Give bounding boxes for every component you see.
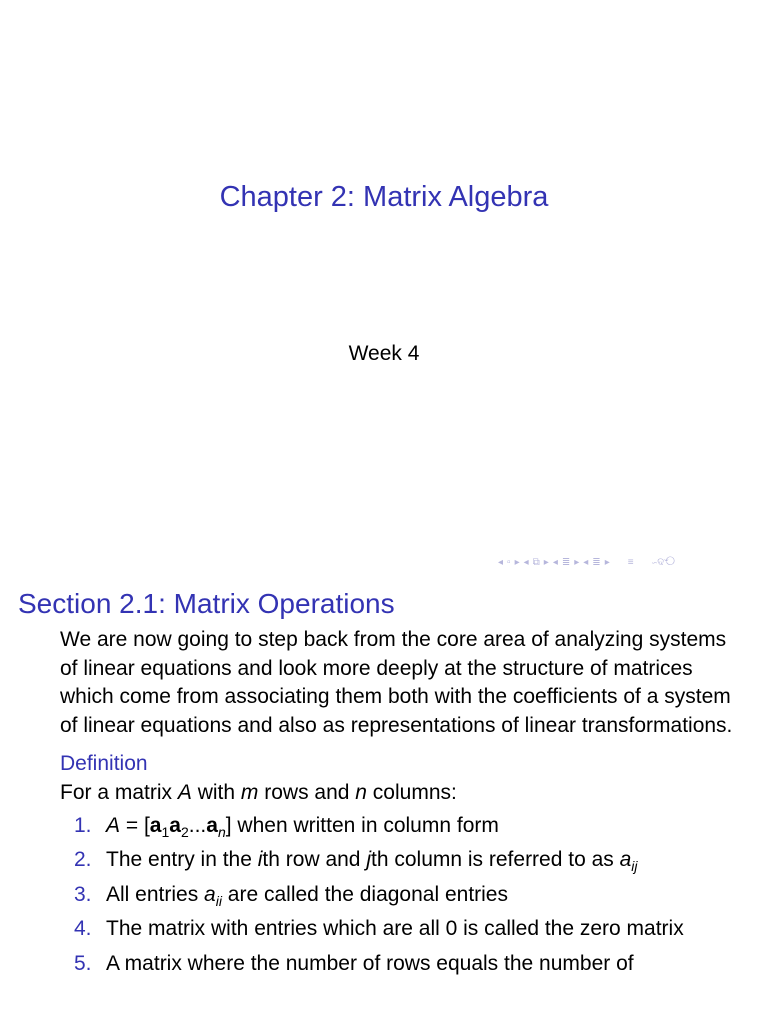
list-item: 2. The entry in the ith row and jth column is referred to as $a_{ij}$ — [74, 848, 638, 875]
list-number: 4. — [74, 917, 92, 941]
list-item: 1. $A = [a_1a_2...a_n]$ when written in column form — [74, 813, 499, 840]
frame-title: Section 2.1: Matrix Operations — [18, 588, 395, 619]
definition-intro: For a matrix A with m rows and n columns: — [60, 780, 457, 804]
nav-left-arrow-icon[interactable]: ◂ — [583, 557, 589, 568]
nav-left-arrow-icon[interactable]: ◂ — [523, 557, 529, 568]
slide-subtitle: Week 4 — [348, 342, 420, 365]
nav-left-arrow-icon[interactable]: ◂ — [498, 557, 504, 568]
definition-list — [60, 812, 740, 979]
list-number: 1. — [74, 813, 92, 837]
intro-paragraph: We are now going to step back from the core area of analyzing systems of linear equations and look more deeply at the structure of matrices which come from associating them both with the coefficients of a system of linear equations and also as representations of linear transformations. — [60, 628, 733, 737]
list-item: 3. All entries $a_{ii}$ are called the diagonal entries — [74, 882, 508, 909]
nav-left-arrow-icon[interactable]: ◂ — [552, 557, 558, 568]
nav-align-icon[interactable]: ≡ — [627, 557, 634, 568]
nav-right-arrow-icon[interactable]: ▸ — [514, 557, 520, 568]
definition-title: Definition — [60, 752, 148, 776]
nav-right-arrow-icon[interactable]: ▸ — [574, 557, 580, 568]
list-number: 2. — [74, 848, 92, 872]
nav-right-arrow-icon[interactable]: ▸ — [543, 557, 549, 568]
list-item: 4. The matrix with entries which are all 0 is called the zero matrix — [60, 915, 740, 944]
slide-body — [60, 626, 740, 985]
list-item: 5. A matrix where the number of rows equals the number of — [60, 950, 740, 979]
content-slide — [0, 576, 768, 1024]
nav-right-arrow-icon[interactable]: ▸ — [604, 557, 610, 568]
nav-subsection-icon[interactable]: ⧉ — [532, 557, 540, 568]
nav-frame-icon[interactable]: ▫ — [507, 557, 511, 568]
list-number: 3. — [74, 882, 92, 906]
nav-section-icon[interactable]: ≣ — [592, 557, 601, 568]
list-number: 5. — [74, 951, 92, 975]
slide-title: Chapter 2: Matrix Algebra — [219, 181, 549, 213]
nav-search-icon[interactable]: ∽ଦ⟲ — [651, 557, 675, 568]
nav-section-icon[interactable]: ≣ — [561, 557, 571, 568]
beamer-navigation-bar — [498, 556, 675, 570]
